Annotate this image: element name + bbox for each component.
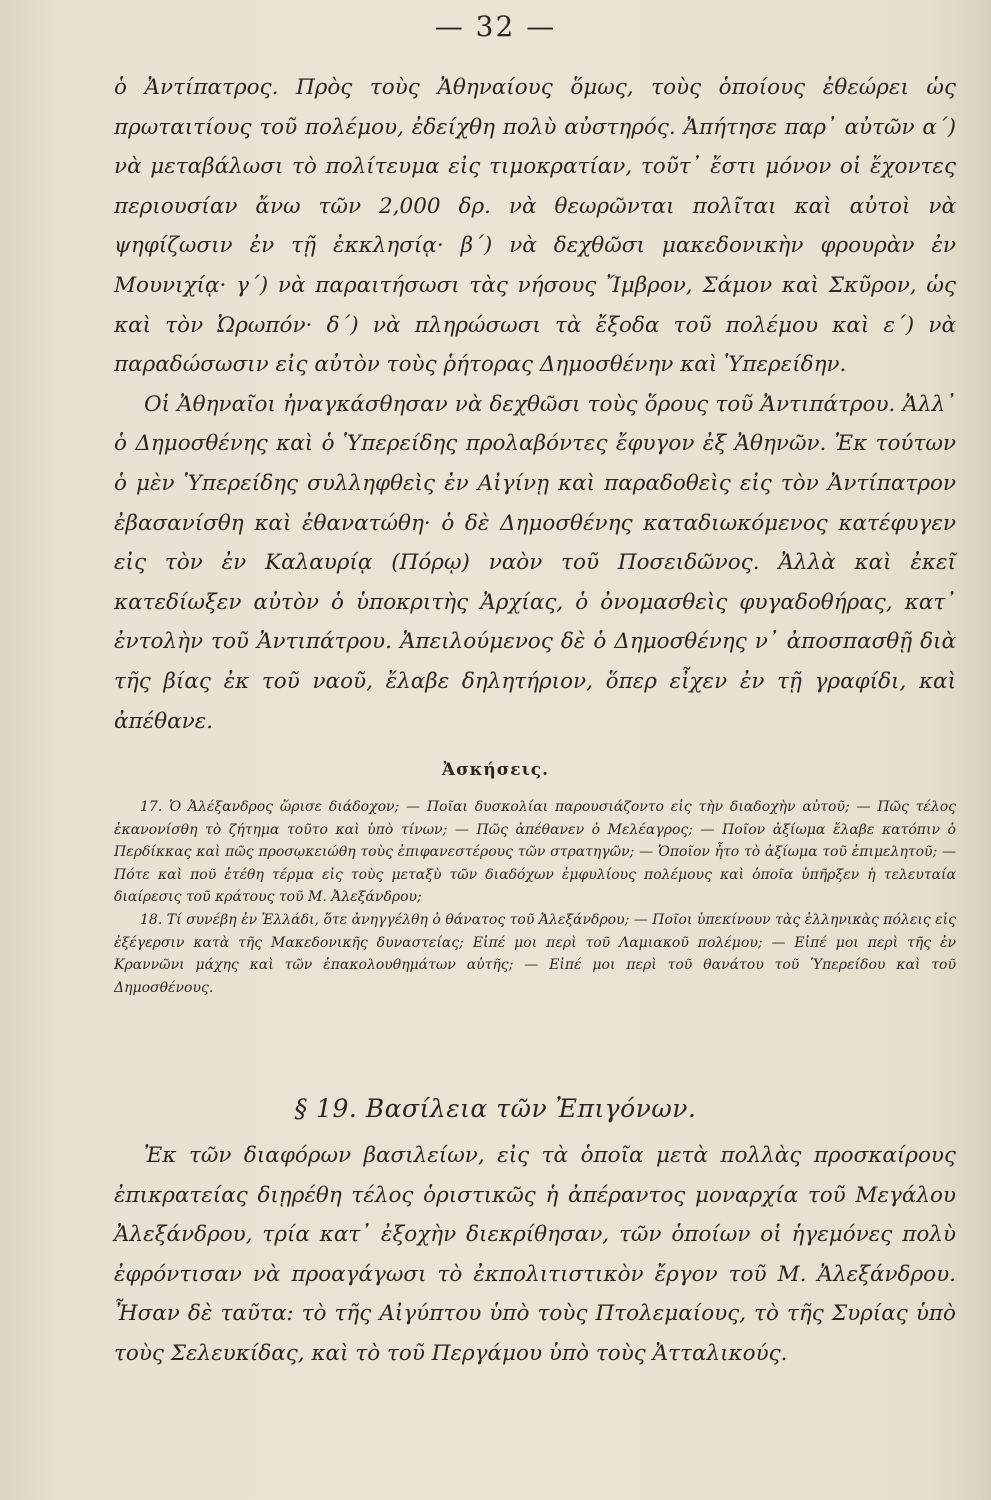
paragraph-demosthenes: Οἱ Ἀθηναῖοι ἠναγκάσθησαν νὰ δεχθῶσι τοὺς ὅρους τοῦ Ἀντιπάτρου. Ἀλλ᾽ ὁ Δημοσθένης καὶ ὁ Ὑπερείδης προλαβόντες ἔφυγον ἐξ Ἀθηνῶν. Ἐκ τούτων ὁ μὲν Ὑπερείδης συλληφθεὶς ἐν Αἰγίνῃ καὶ παραδοθεὶς εἰς τὸν Ἀντίπατρον ἐβασανίσθη καὶ ἐθανατώθη· ὁ δὲ Δημοσθένης καταδιωκόμενος κατέφυγεν εἰς τὸν ἐν Καλαυρίᾳ (Πόρῳ) ναὸν τοῦ Ποσειδῶνος. Ἀλλὰ καὶ ἐκεῖ κατεδίωξεν αὐτὸν ὁ ὑποκριτὴς Ἀρχίας, ὁ ὀνομασθεὶς φυγαδοθήρας, κατ᾽ ἐντολὴν τοῦ Ἀντιπάτρου. Ἀπειλούμενος δὲ ὁ Δημοσθένης ν᾽ ἀποσπασθῇ διὰ τῆς βίας ἐκ τοῦ ναοῦ, ἔλαβε δηλητήριον, ὅπερ εἶχεν ἐν τῇ γραφίδι, καὶ ἀπέθανε. [114, 391, 956, 734]
exercises-block [114, 796, 956, 999]
paragraph-antipater: ὁ Ἀντίπατρος. Πρὸς τοὺς Ἀθηναίους ὅμως, τοὺς ὁποίους ἐθεώρει ὡς πρωταιτίους τοῦ πολέμου, ἐδείχθη πολὺ αὐστηρός. Ἀπήτησε παρ᾽ αὐτῶν α΄) νὰ μεταβάλωσι τὸ πολίτευμα εἰς τιμοκρατίαν, τοῦτ᾽ ἔστι μόνον οἱ ἔχοντες περιουσίαν ἄνω τῶν 2,000 δρ. νὰ θεωρῶνται πολῖται καὶ αὐτοὶ νὰ ψηφίζωσιν ἐν τῇ ἐκκλησίᾳ· β΄) νὰ δεχθῶσι μακεδονικὴν φρουρὰν ἐν Μουνιχίᾳ· γ΄) νὰ παραιτήσωσι τὰς νήσους Ἴμβρον, Σάμον καὶ Σκῦρον, ὡς καὶ τὸν Ὠρωπόν· δ΄) νὰ πληρώσωσι τὰ ἔξοδα τοῦ πολέμου καὶ ε΄) νὰ παραδώσωσιν εἰς αὐτὸν τοὺς ῥήτορας Δημοσθένην καὶ Ὑπερείδην. [114, 75, 956, 378]
exercises-heading: Ἀσκήσεις. [441, 760, 550, 780]
section-heading: § 19. Βασίλεια τῶν Ἐπιγόνων. [294, 1094, 697, 1123]
section-text [114, 1136, 956, 1374]
exercise-18: 18. Τί συνέβη ἐν Ἑλλάδι, ὅτε ἀνηγγέλθη ὁ θάνατος τοῦ Ἀλεξάνδρου; — Ποῖοι ὑπεκίνουν τὰς ἑλληνικὰς πόλεις εἰς ἐξέγερσιν κατὰ τῆς Μακεδονικῆς δυναστείας; Εἰπέ μοι περὶ τοῦ Λαμιακοῦ πολέμου; — Εἰπέ μοι περὶ τῆς ἐν Κραννῶνι μάχης καὶ τῶν ἐπακολουθημάτων αὐτῆς; — Εἰπέ μοι περὶ τοῦ θανάτου τοῦ Ὑπερείδου καὶ τοῦ Δημοσθένους. [114, 911, 956, 996]
paragraph-epigonoi: Ἐκ τῶν διαφόρων βασιλείων, εἰς τὰ ὁποῖα μετὰ πολλὰς προσκαίρους ἐπικρατείας διῃρέθη τέλος ὁριστικῶς ἡ ἀπέραντος μοναρχία τοῦ Μεγάλου Ἀλεξάνδρου, τρία κατ᾽ ἐξοχὴν διεκρίθησαν, τῶν ὁποίων οἱ ἡγεμόνες πολὺ ἐφρόντισαν νὰ προαγάγωσι τὸ ἐκπολιτιστικὸν ἔργον τοῦ Μ. Ἀλεξάνδρου. Ἦσαν δὲ ταῦτα: τὸ τῆς Αἰγύπτου ὑπὸ τοὺς Πτολεμαίους, τὸ τῆς Συρίας ὑπὸ τοὺς Σελευκίδας, καὶ τὸ τοῦ Περγάμου ὑπὸ τοὺς Ἀτταλικούς. [114, 1143, 956, 1366]
exercise-17: 17. Ὁ Ἀλέξανδρος ὥρισε διάδοχον; — Ποῖαι δυσκολίαι παρουσιάζοντο εἰς τὴν διαδοχὴν αὐτοῦ; — Πῶς τέλος ἐκανονίσθη τὸ ζήτημα τοῦτο καὶ ὑπὸ τίνων; — Πῶς ἀπέθανεν ὁ Μελέαγρος; — Ποῖον ἀξίωμα ἔλαβε κατόπιν ὁ Περδίκκας καὶ πῶς προσῳκειώθη τοὺς ἐπιφανεστέρους τῶν στρατηγῶν; — Ὁποῖον ἦτο τὸ ἀξίωμα τοῦ ἐπιμελητοῦ; — Πότε καὶ ποῦ ἐτέθη τέρμα εἰς τοὺς μεταξὺ τῶν διαδόχων ἐμφυλίους πολέμους καὶ ὁποῖα ὑπῆρξεν ἡ τελευταία διαίρεσις τοῦ κράτους τοῦ Μ. Ἀλεξάνδρου; [114, 799, 956, 906]
main-text [114, 68, 956, 741]
page-number: — 32 — [434, 10, 557, 43]
